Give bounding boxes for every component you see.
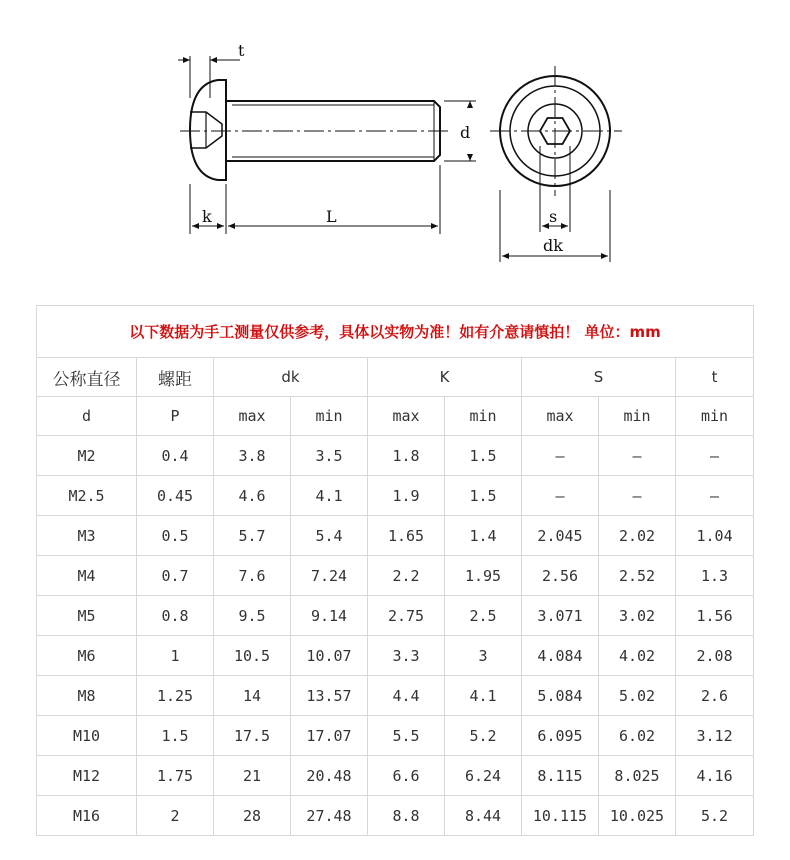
table-row [37, 676, 754, 716]
cell-s-max: 3.071 [522, 596, 599, 636]
spec-table [36, 305, 754, 836]
header-pitch: 螺距 [137, 358, 214, 397]
cell-pitch: 0.45 [137, 476, 214, 516]
cell-size: M4 [37, 556, 137, 596]
cell-s-min: 10.025 [599, 796, 676, 836]
header-d: d [37, 397, 137, 436]
cell-s-min: – [599, 436, 676, 476]
cell-dk-min: 3.5 [291, 436, 368, 476]
cell-s-max: 8.115 [522, 756, 599, 796]
cell-size: M12 [37, 756, 137, 796]
table-row [37, 796, 754, 836]
header-k-max: max [368, 397, 445, 436]
dimension-t [178, 56, 240, 98]
label-dk: dk [543, 236, 563, 255]
cell-k-min: 1.4 [445, 516, 522, 556]
cell-k-min: 1.5 [445, 436, 522, 476]
cell-k-max: 2.75 [368, 596, 445, 636]
cell-dk-max: 5.7 [214, 516, 291, 556]
label-t: t [238, 41, 245, 60]
cell-t-min: 1.56 [676, 596, 754, 636]
table-row [37, 636, 754, 676]
cell-s-min: 8.025 [599, 756, 676, 796]
cell-dk-min: 7.24 [291, 556, 368, 596]
header-nominal-diameter: 公称直径 [37, 358, 137, 397]
cell-t-min: 1.3 [676, 556, 754, 596]
cell-s-max: 6.095 [522, 716, 599, 756]
cell-t-min: 4.16 [676, 756, 754, 796]
cell-dk-min: 10.07 [291, 636, 368, 676]
screw-dimension-drawing [0, 0, 790, 290]
cell-k-min: 1.5 [445, 476, 522, 516]
cell-dk-max: 10.5 [214, 636, 291, 676]
notice-text: 以下数据为手工测量仅供参考，具体以实物为准！如有介意请慎拍！ 单位：mm [37, 306, 754, 358]
table-row [37, 556, 754, 596]
header-s-min: min [599, 397, 676, 436]
cell-dk-max: 9.5 [214, 596, 291, 636]
table-row [37, 436, 754, 476]
cell-k-min: 8.44 [445, 796, 522, 836]
cell-pitch: 1.5 [137, 716, 214, 756]
table-row [37, 516, 754, 556]
cell-dk-max: 3.8 [214, 436, 291, 476]
cell-s-min: 5.02 [599, 676, 676, 716]
cell-k-max: 4.4 [368, 676, 445, 716]
cell-s-min: 4.02 [599, 636, 676, 676]
cell-s-min: 6.02 [599, 716, 676, 756]
cell-dk-min: 13.57 [291, 676, 368, 716]
header-s: S [522, 358, 676, 397]
cell-dk-min: 4.1 [291, 476, 368, 516]
cell-size: M6 [37, 636, 137, 676]
cell-k-max: 1.9 [368, 476, 445, 516]
cell-dk-max: 17.5 [214, 716, 291, 756]
header-dk-max: max [214, 397, 291, 436]
cell-t-min: 3.12 [676, 716, 754, 756]
cell-pitch: 1 [137, 636, 214, 676]
cell-k-max: 1.8 [368, 436, 445, 476]
cell-s-max: 4.084 [522, 636, 599, 676]
cell-dk-min: 5.4 [291, 516, 368, 556]
label-d: d [460, 123, 471, 142]
cell-t-min: – [676, 476, 754, 516]
cell-k-min: 4.1 [445, 676, 522, 716]
cell-t-min: 5.2 [676, 796, 754, 836]
cell-t-min: 2.08 [676, 636, 754, 676]
cell-t-min: 1.04 [676, 516, 754, 556]
screw-head [190, 80, 226, 180]
side-view [190, 80, 440, 180]
cell-pitch: 0.4 [137, 436, 214, 476]
cell-s-min: 2.52 [599, 556, 676, 596]
cell-pitch: 0.8 [137, 596, 214, 636]
cell-k-max: 2.2 [368, 556, 445, 596]
cell-size: M16 [37, 796, 137, 836]
header-t-min: min [676, 397, 754, 436]
cell-pitch: 0.5 [137, 516, 214, 556]
cell-k-max: 5.5 [368, 716, 445, 756]
cell-pitch: 1.75 [137, 756, 214, 796]
label-s: s [549, 207, 558, 226]
cell-s-min: 2.02 [599, 516, 676, 556]
header-row-1 [37, 358, 754, 397]
cell-size: M5 [37, 596, 137, 636]
cell-s-max: – [522, 436, 599, 476]
cell-k-min: 1.95 [445, 556, 522, 596]
cell-dk-max: 4.6 [214, 476, 291, 516]
cell-s-min: 3.02 [599, 596, 676, 636]
header-t: t [676, 358, 754, 397]
header-row-2 [37, 397, 754, 436]
cell-s-max: 2.56 [522, 556, 599, 596]
header-p: P [137, 397, 214, 436]
header-dk: dk [214, 358, 368, 397]
cell-t-min: – [676, 436, 754, 476]
table-row [37, 716, 754, 756]
cell-dk-min: 17.07 [291, 716, 368, 756]
header-dk-min: min [291, 397, 368, 436]
cell-size: M3 [37, 516, 137, 556]
header-s-max: max [522, 397, 599, 436]
cell-pitch: 1.25 [137, 676, 214, 716]
cell-size: M10 [37, 716, 137, 756]
cell-dk-max: 7.6 [214, 556, 291, 596]
label-k: k [202, 207, 212, 226]
cell-k-min: 6.24 [445, 756, 522, 796]
table-row [37, 476, 754, 516]
cell-k-min: 5.2 [445, 716, 522, 756]
cell-dk-max: 28 [214, 796, 291, 836]
cell-k-min: 2.5 [445, 596, 522, 636]
cell-dk-max: 14 [214, 676, 291, 716]
cell-s-max: – [522, 476, 599, 516]
cell-dk-max: 21 [214, 756, 291, 796]
cell-size: M8 [37, 676, 137, 716]
cell-k-max: 1.65 [368, 516, 445, 556]
notice-row [37, 306, 754, 358]
cell-size: M2.5 [37, 476, 137, 516]
label-L: L [326, 207, 337, 226]
cell-pitch: 2 [137, 796, 214, 836]
table-row [37, 596, 754, 636]
table-row [37, 756, 754, 796]
cell-s-max: 10.115 [522, 796, 599, 836]
header-k: K [368, 358, 522, 397]
cell-k-max: 8.8 [368, 796, 445, 836]
cell-t-min: 2.6 [676, 676, 754, 716]
cell-pitch: 0.7 [137, 556, 214, 596]
cell-k-min: 3 [445, 636, 522, 676]
cell-dk-min: 9.14 [291, 596, 368, 636]
cell-s-max: 5.084 [522, 676, 599, 716]
cell-k-max: 3.3 [368, 636, 445, 676]
cell-s-max: 2.045 [522, 516, 599, 556]
cell-k-max: 6.6 [368, 756, 445, 796]
cell-dk-min: 27.48 [291, 796, 368, 836]
cell-s-min: – [599, 476, 676, 516]
table-body [37, 436, 754, 836]
cell-dk-min: 20.48 [291, 756, 368, 796]
header-k-min: min [445, 397, 522, 436]
cell-size: M2 [37, 436, 137, 476]
